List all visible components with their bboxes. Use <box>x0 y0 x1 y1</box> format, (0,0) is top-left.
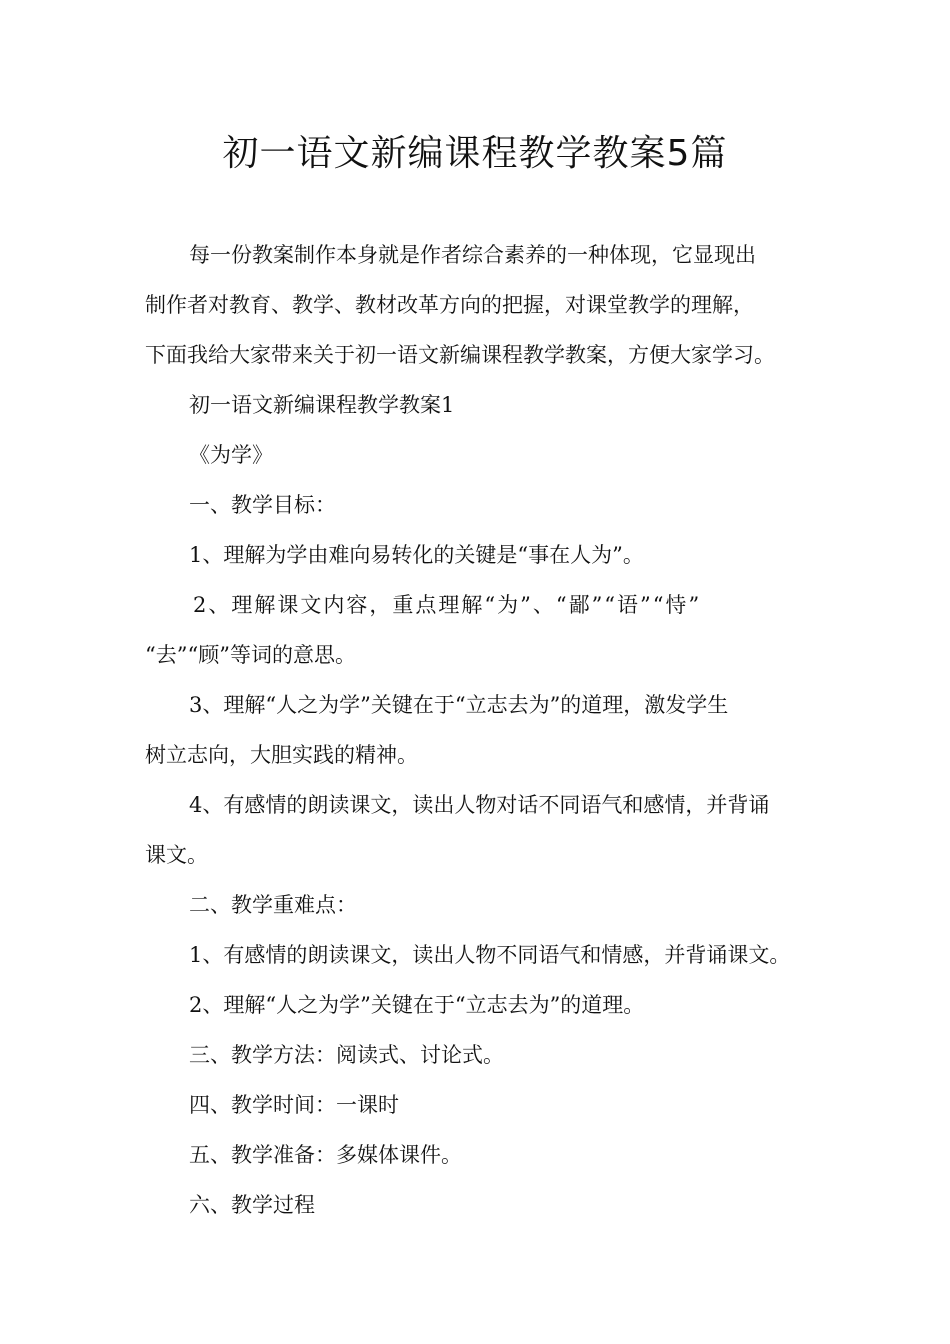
goal-3-line-1: 3、理解“人之为学”关键在于“立志去为”的道理，激发学生 <box>189 693 729 717</box>
key-point-1: 1、有感情的朗读课文，读出人物不同语气和情感，并背诵课文。 <box>189 943 791 967</box>
intro-line-3: 下面我给大家带来关于初一语文新编课程教学教案，方便大家学习。 <box>145 343 775 367</box>
document-body <box>145 230 825 1230</box>
teaching-time: 四、教学时间：一课时 <box>189 1093 399 1117</box>
section-heading: 初一语文新编课程教学教案1 <box>189 393 455 417</box>
goal-4-line-1: 4、有感情的朗读课文，读出人物对话不同语气和感情，并背诵 <box>189 793 770 817</box>
intro-line-1: 每一份教案制作本身就是作者综合素养的一种体现，它显现出 <box>189 243 756 267</box>
lesson-title: 《为学》 <box>189 443 273 467</box>
goal-3-line-2: 树立志向，大胆实践的精神。 <box>145 743 418 767</box>
intro-line-2: 制作者对教育、教学、教材改革方向的把握，对课堂教学的理解， <box>145 293 754 317</box>
goal-4-line-2: 课文。 <box>145 843 208 867</box>
goal-2-line-2: “去”“顾”等词的意思。 <box>145 643 356 667</box>
key-point-2: 2、理解“人之为学”关键在于“立志去为”的道理。 <box>189 993 645 1017</box>
goals-heading: 一、教学目标： <box>189 493 336 517</box>
teaching-methods: 三、教学方法：阅读式、讨论式。 <box>189 1043 504 1067</box>
key-points-heading: 二、教学重难点： <box>189 893 357 917</box>
process-heading: 六、教学过程 <box>189 1193 315 1217</box>
goal-2-line-1: 2、理解课文内容，重点理解“为”、“鄙”“语”“恃” <box>193 593 702 617</box>
teaching-preparation: 五、教学准备：多媒体课件。 <box>189 1143 462 1167</box>
document-title: 初一语文新编课程教学教案5篇 <box>222 133 728 174</box>
goal-1: 1、理解为学由难向易转化的关键是“事在人为”。 <box>189 543 644 567</box>
